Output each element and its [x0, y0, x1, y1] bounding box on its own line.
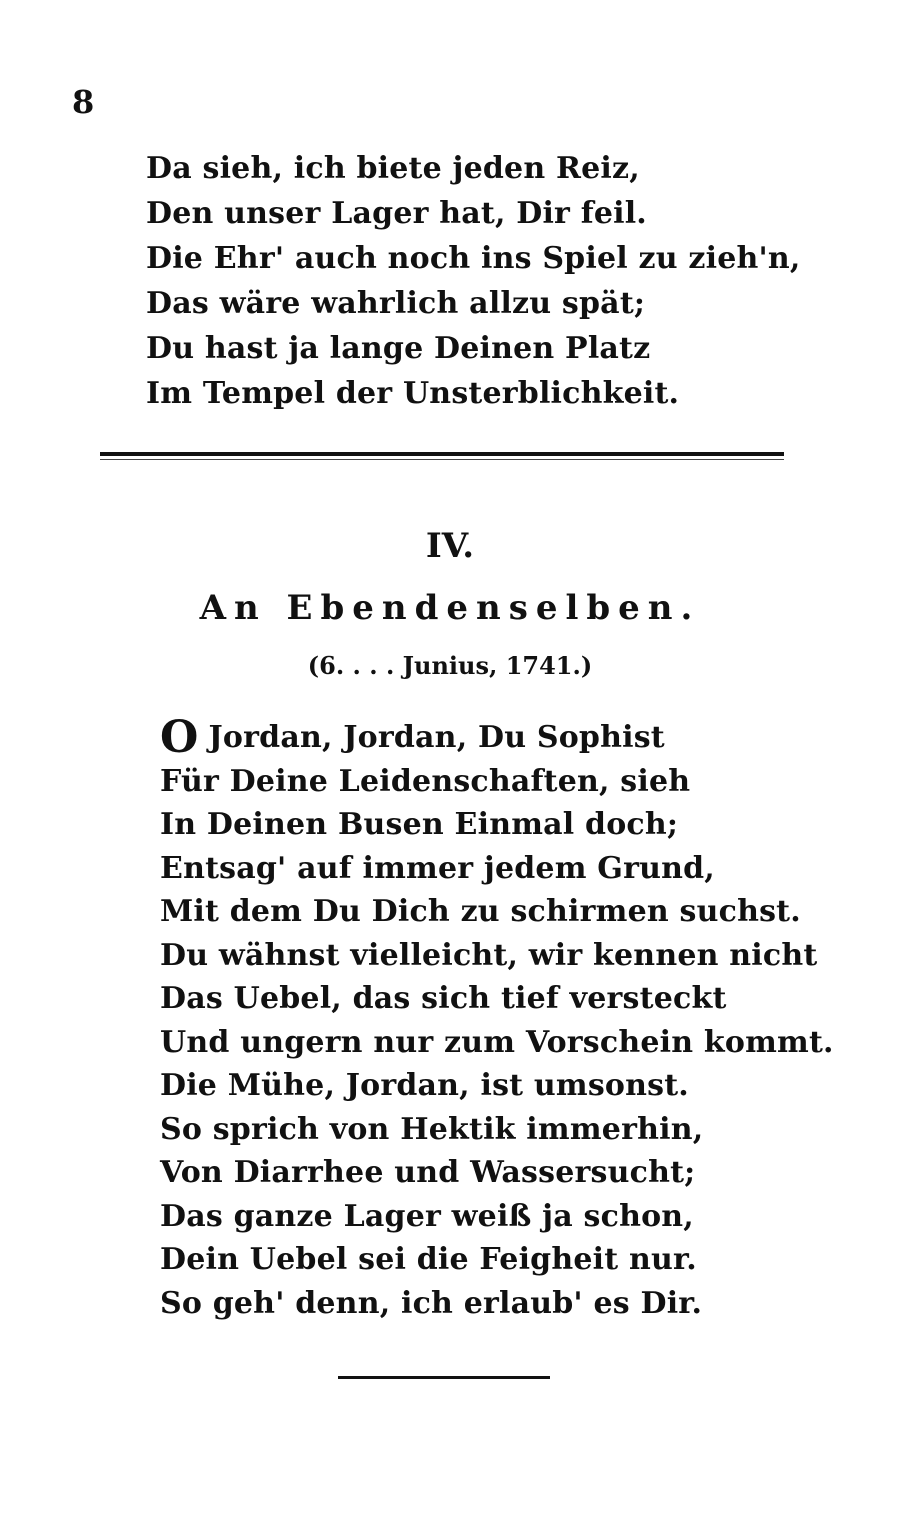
first-line-text: Jordan, Jordan, Du Sophist [208, 720, 665, 755]
verse-line: So geh' denn, ich erlaub' es Dir. [160, 1285, 703, 1321]
verse-line: Von Diarrhee und Wassersucht; [160, 1155, 696, 1190]
poem-title: An Ebendenselben. [199, 588, 701, 628]
page-number: 8 [72, 83, 95, 121]
verse-line: Entsag' auf immer jedem Grund, [160, 850, 715, 886]
verse-line: Du wähnst vielleicht, wir kennen nicht [160, 937, 818, 973]
poem-date: (6. . . . Junius, 1741.) [307, 651, 593, 680]
verse-line: Die Mühe, Jordan, ist umsonst. [160, 1068, 689, 1103]
verse-line: Für Deine Leidenschaften, sieh [160, 763, 691, 799]
verse-line: Im Tempel der Unsterblichkeit. [146, 376, 680, 411]
verse-line: Du hast ja lange Deinen Platz [146, 331, 651, 366]
drop-cap-initial: O [160, 712, 199, 763]
section-divider-rule [100, 452, 784, 456]
previous-poem-ending [146, 146, 826, 416]
verse-line-first [160, 712, 780, 763]
poem-body [160, 712, 834, 1325]
section-number: IV. [425, 526, 475, 566]
verse-line: Die Ehr' auch noch ins Spiel zu zieh'n, [146, 241, 801, 276]
verse-line: Dein Uebel sei die Feigheit nur. [160, 1242, 697, 1277]
verse-line: Da sieh, ich biete jeden Reiz, [146, 151, 640, 186]
end-ornament-rule [338, 1376, 550, 1379]
verse-line: Mit dem Du Dich zu schirmen suchst. [160, 894, 801, 929]
verse-line: Das wäre wahrlich allzu spät; [146, 286, 646, 321]
verse-line: In Deinen Busen Einmal doch; [160, 807, 679, 842]
verse-line: Das Uebel, das sich tief versteckt [160, 981, 727, 1016]
verse-line: So sprich von Hektik immerhin, [160, 1111, 704, 1147]
verse-line: Und ungern nur zum Vorschein kommt. [160, 1024, 834, 1060]
verse-line: Das ganze Lager weiß ja schon, [160, 1198, 694, 1234]
verse-line: Den unser Lager hat, Dir feil. [146, 196, 647, 231]
